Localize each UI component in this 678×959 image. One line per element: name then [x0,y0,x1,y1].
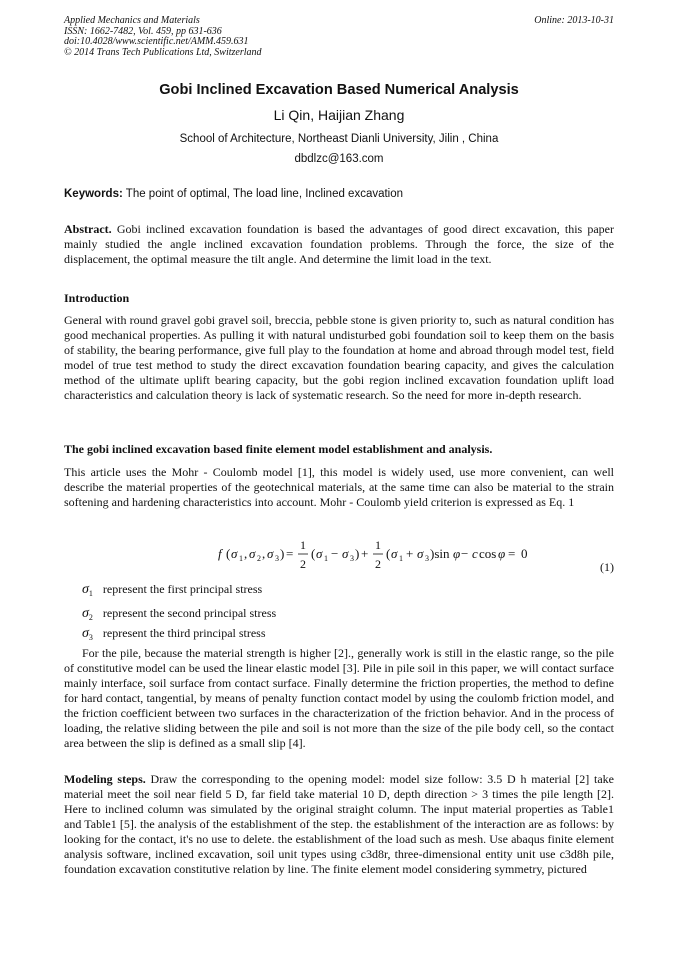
equation-number: (1) [600,560,614,574]
svg-text:): ) [280,546,285,561]
sigma-subscript: 2 [88,613,93,622]
sigma-symbol: σ [82,606,89,621]
svg-text:σ: σ [391,546,398,561]
sigma-definition-1 [82,582,262,598]
svg-text:σ: σ [249,546,256,561]
svg-text:σ: σ [342,546,349,561]
mohr-coulomb-paragraph: This article uses the Mohr - Coulomb model [1], this model is widely used, use more convenient, can well describe the material properties of the geotechnical materials, at the same time can also be material to the strain softening and hardening characteristics into account. Mohr - Coulomb yield criterion is expressed as Eq. 1 [64,465,614,509]
svg-text:c: c [472,546,478,561]
svg-text:3: 3 [350,554,354,563]
svg-text:2: 2 [257,554,261,563]
author-affiliation: School of Architecture, Northeast Dianli University, Jilin , China [179,133,499,145]
abstract-label: Abstract. [64,222,112,236]
svg-text:σ: σ [267,546,274,561]
svg-text:σ: σ [231,546,238,561]
mohr-coulomb-equation [64,538,614,574]
paper-title: Gobi Inclined Excavation Based Numerical Analysis [159,82,519,98]
svg-text:0: 0 [521,546,528,561]
svg-text:3: 3 [275,554,279,563]
sigma-description: represent the third principal stress [102,626,266,640]
svg-text:σ: σ [417,546,424,561]
keywords-line [64,188,614,200]
svg-text:3: 3 [425,554,429,563]
author-email[interactable]: dbdlzc@163.com [294,153,384,165]
sigma-symbol: σ [82,626,89,641]
section-heading-fem: The gobi inclined excavation based finite element model establishment and analysis. [64,442,493,456]
svg-text:φ: φ [498,546,506,561]
svg-text:1: 1 [239,554,243,563]
svg-text:1: 1 [375,538,381,552]
journal-header [64,16,614,58]
paper-authors: Li Qin, Haijian Zhang [273,107,405,123]
online-date: Online: 2013-10-31 [534,15,614,26]
sigma-subscript: 3 [88,633,93,642]
sigma-definition-2 [82,606,276,622]
svg-text:)sin: )sin [430,546,450,561]
introduction-paragraph: General with round gravel gobi gravel soil, breccia, pebble stone is given priority to, such as natural condition has good mechanical properties. As pulling it with natural undisturbed gobi foundation soil to keep them on the basis of stability, the bearing performance, give full play to the foundation at home and abroad through model test, field model of true test method to study the direct excavation foundation bearing capacity, and gives the calculation method of the ultimate uplift bearing capacity, but the gobi region inclined excavation foundation uplift load characteristics and calculation theory is lack of systematic research. So the need for more in-depth research. [64,313,614,402]
svg-text:cos: cos [479,546,497,561]
svg-text:): ) [355,546,360,561]
copyright-line: © 2014 Trans Tech Publications Ltd, Switzerland [64,46,262,58]
svg-text:1: 1 [399,554,403,563]
pile-paragraph: For the pile, because the material strength is higher [2]., generally work is still in the elastic range, so the pile of constitutive model can be used the linear elastic model [3]. Pile in pile soil in this paper, we will contact surface mainly interface, soil surface from contact surface. Finally determine the friction properties, the method to define for hard contact, tangential, by means of penalty function contact model by using the coulomb friction model, and the friction coefficient between two surfaces in the characterization of the friction behavior. And in the process of loading, the relative sliding between the pile and soil is not more than the size of the pile body cell, so the contact area between the slip is defined as a small slip [4]. [64,646,614,750]
svg-text:=: = [508,546,516,561]
abstract-paragraph [64,222,614,267]
modeling-steps-paragraph [64,772,614,877]
svg-text:+: + [406,546,414,561]
svg-text:φ: φ [453,546,461,561]
svg-text:(: ( [386,546,391,561]
abstract-text: Gobi inclined excavation foundation is based the advantages of good direct excavation, this paper mainly studied the angle inclined excavation foundation problems. Through the force, the size of the displacement, the optimal measure the tilt angle. And determine the limit load in the text. [64,222,614,266]
modeling-steps-text: Draw the corresponding to the opening model: model size follow: 3.5 D h material [2] take material meet the soil near field 5 D, far field take material 10 D, depth direction > 3 times the pile length [2]. Here to inclined column was simulated by the original straight column. The input material properties as Table1 and Table1 [5]. the analysis of the establishment of the step. the establishment of the interaction are as follows: by looking for the contact, it's no use to delete. the establishment of the load such as mesh. Use abaqus finite element analysis software, inclined excavation, soil unit types using c3d8r, three-dimensional entity unit use c3d8h pile, foundation excavation constitutive relation by line. The finite element model considering symmetry, pictured [64,772,615,876]
keywords-label: Keywords: [64,188,123,200]
svg-text:2: 2 [375,557,381,571]
sigma-description: represent the second principal stress [102,606,277,620]
svg-text:σ: σ [316,546,323,561]
svg-text:,: , [262,546,266,561]
sigma-definition-3 [82,626,266,642]
doi-link[interactable]: doi:10.4028/www.scientific.net/AMM.459.631 [64,36,249,47]
journal-name: Applied Mechanics and Materials [64,15,200,26]
keywords-text: The point of optimal, The load line, Inclined excavation [125,188,404,200]
introduction-heading: Introduction [64,291,130,305]
svg-text:,: , [244,546,248,561]
svg-text:(: ( [226,546,231,561]
sigma-subscript: 1 [88,589,93,598]
svg-text:1: 1 [300,538,306,552]
sigma-symbol: σ [82,582,89,597]
svg-text:=: = [286,546,294,561]
svg-text:+: + [361,546,369,561]
svg-text:(: ( [311,546,316,561]
issn-line: ISSN: 1662-7482, Vol. 459, pp 631-636 [64,25,222,37]
modeling-steps-label: Modeling steps. [64,772,146,786]
svg-text:−: − [461,546,469,561]
svg-text:2: 2 [300,557,306,571]
equation-graphic [64,538,584,574]
svg-text:−: − [331,546,339,561]
sigma-description: represent the first principal stress [102,582,263,596]
svg-text:1: 1 [324,554,328,563]
svg-text:f: f [218,546,222,561]
